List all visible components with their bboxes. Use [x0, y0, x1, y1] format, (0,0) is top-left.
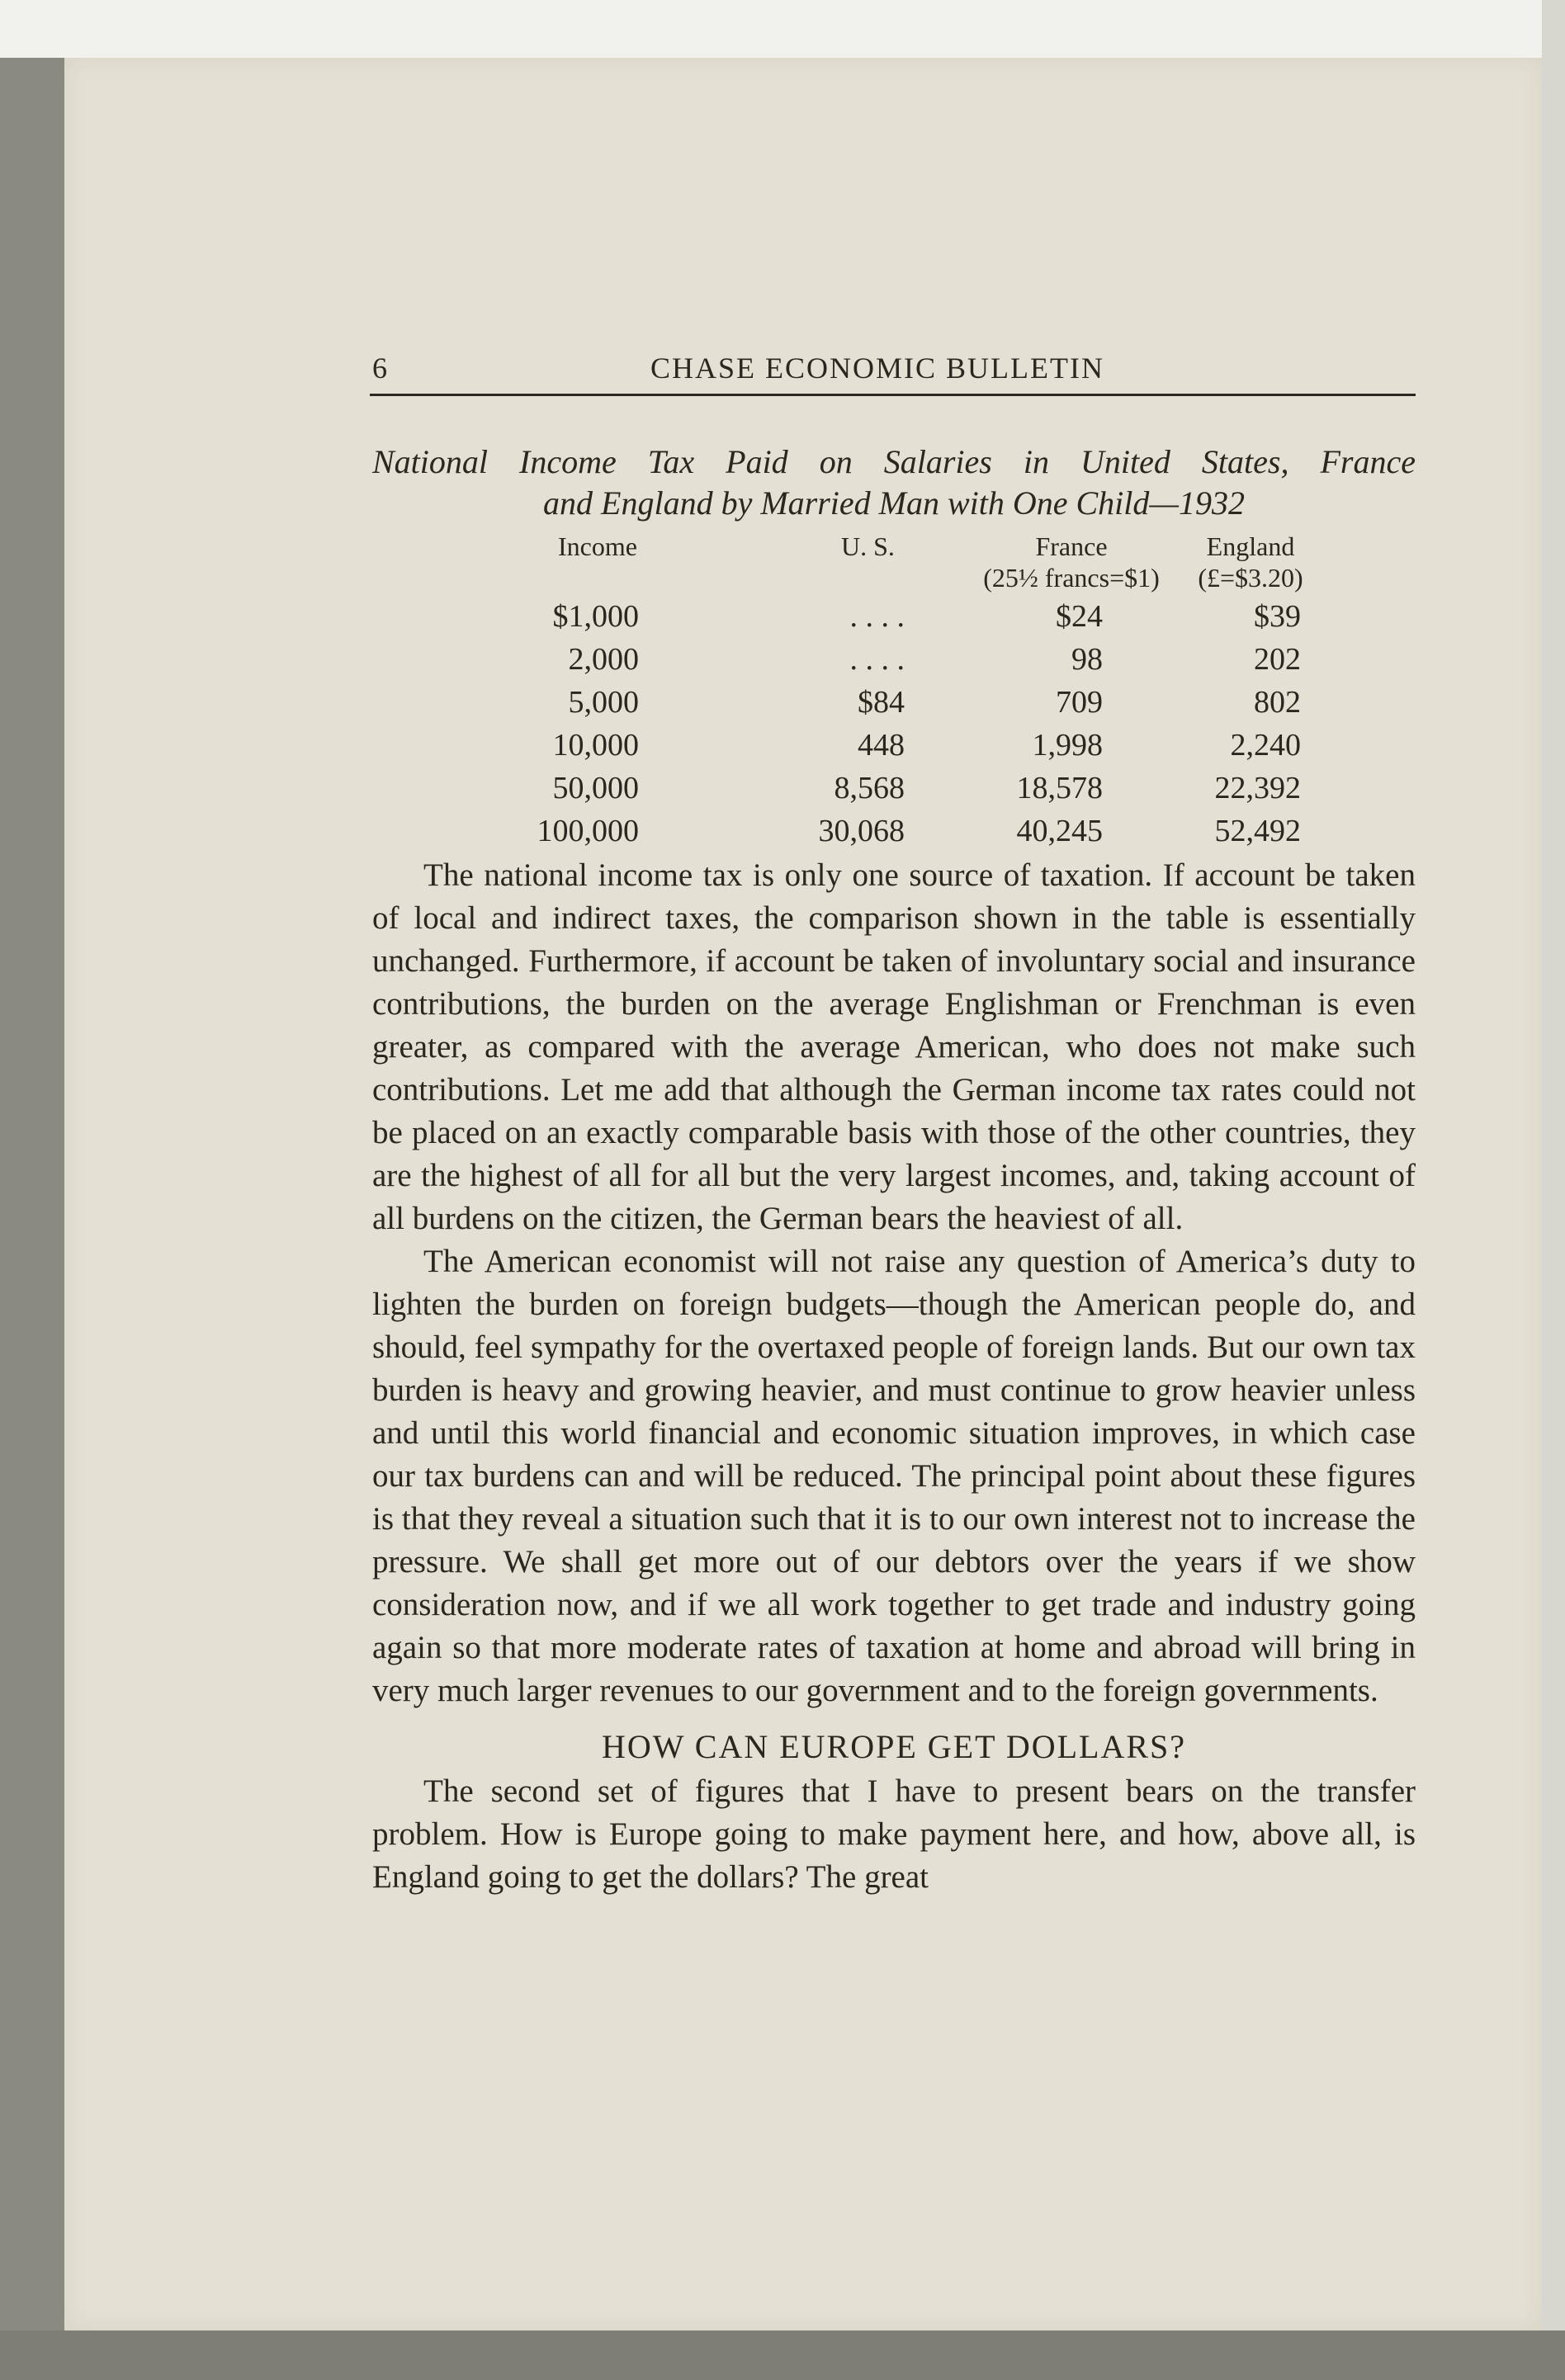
table-cell-england: 202: [1254, 642, 1301, 677]
scan-background-right: [1542, 0, 1565, 2380]
section-heading: HOW CAN EUROPE GET DOLLARS?: [601, 1728, 1187, 1765]
table-cell-england: 802: [1254, 685, 1301, 720]
body-paragraph-1: The national income tax is only one source of taxation. If account be taken of local and indirect taxes, the comparison shown in the table is essentially unchanged. Furthermore, if account be taken of involuntary social and insurance contributions, the burden on the average Englishman or Frenchman is even greater, as compared with the average American, who does not make such contributions. Let me add that although the German income tax rates could not be placed on an exactly comparable basis with those of the other countries, they are the highest of all for all but the very largest incomes, and, taking account of all burdens on the citizen, the German bears the heaviest of all.: [372, 857, 1416, 1236]
column-subheader-england: (£=$3.20): [1198, 563, 1303, 593]
table-cell-income: $1,000: [552, 599, 639, 634]
table-cell-us: 30,068: [818, 814, 905, 848]
table-cell-income: 50,000: [552, 771, 639, 805]
table-cell-england: $39: [1254, 599, 1301, 634]
table-caption-line-1: National Income Tax Paid on Salaries in United States, France: [372, 443, 1416, 480]
table-caption-line-2: and England by Married Man with One Child—1932: [543, 484, 1245, 522]
table-cell-us: $84: [858, 685, 905, 720]
column-header-england: England (£=$3.20): [1184, 531, 1317, 593]
document-page: [64, 58, 1542, 2330]
table-cell-france: 98: [1071, 642, 1103, 677]
scan-background-bottom: [0, 2330, 1565, 2380]
running-head: [308, 351, 1416, 389]
table-cell-france: 40,245: [1016, 814, 1103, 848]
table-cell-us: . . . .: [849, 642, 905, 677]
table-cell-france: 18,578: [1016, 771, 1103, 805]
table-row: [372, 598, 1416, 641]
table-cell-us: . . . .: [849, 599, 905, 634]
column-header-income: Income: [558, 531, 637, 561]
table-cell-us: 8,568: [834, 771, 905, 805]
column-subheader-france: (25½ francs=$1): [983, 563, 1160, 593]
scan-background-top: [0, 0, 1565, 58]
header-rule: [370, 394, 1416, 396]
page-content: [308, 351, 1416, 1895]
column-header-us: U. S.: [841, 531, 895, 561]
table-cell-france: 1,998: [1032, 728, 1103, 763]
table-row: [372, 813, 1416, 856]
table-cell-income: 10,000: [552, 728, 639, 763]
column-header-france: France (25½ francs=$1): [956, 531, 1187, 593]
table-cell-income: 5,000: [568, 685, 639, 720]
page-number: 6: [372, 352, 389, 385]
table-row: [372, 727, 1416, 770]
table-cell-us: 448: [858, 728, 905, 763]
body-text: [372, 854, 1416, 1899]
table-cell-england: 22,392: [1214, 771, 1301, 805]
table-row: [372, 770, 1416, 813]
table-body: [372, 598, 1416, 856]
table-cell-france: 709: [1056, 685, 1103, 720]
body-paragraph-2: The American economist will not raise any question of America’s duty to lighten the burden on foreign budgets—though the American people do, and should, feel sympathy for the overtaxed people of foreign lands. But our own tax burden is heavy and growing heavier, and must continue to grow heavier unless and until this world financial and economic situation improves, in which case our tax burdens can and will be reduced. The principal point about these figures is that they reveal a situation such that it is to our own interest not to increase the pressure. We shall get more out of our debtors over the years if we show consideration now, and if we all work together to get trade and industry going again so that more moderate rates of taxation at home and abroad will bring in very much larger revenues to our government and to the foreign governments.: [372, 1244, 1416, 1708]
publication-title: CHASE ECONOMIC BULLETIN: [650, 352, 1104, 385]
body-paragraph-3: The second set of figures that I have to present bears on the transfer problem. How is Europe going to make payment here, and how, above all, is England going to get the dollars? The great: [372, 1773, 1416, 1895]
table-cell-england: 2,240: [1230, 728, 1301, 763]
table-cell-england: 52,492: [1214, 814, 1301, 848]
table-cell-income: 2,000: [568, 642, 639, 677]
table-cell-income: 100,000: [537, 814, 639, 848]
table-row: [372, 684, 1416, 727]
table-row: [372, 641, 1416, 684]
table-caption: [372, 442, 1416, 524]
table-cell-france: $24: [1056, 599, 1103, 634]
